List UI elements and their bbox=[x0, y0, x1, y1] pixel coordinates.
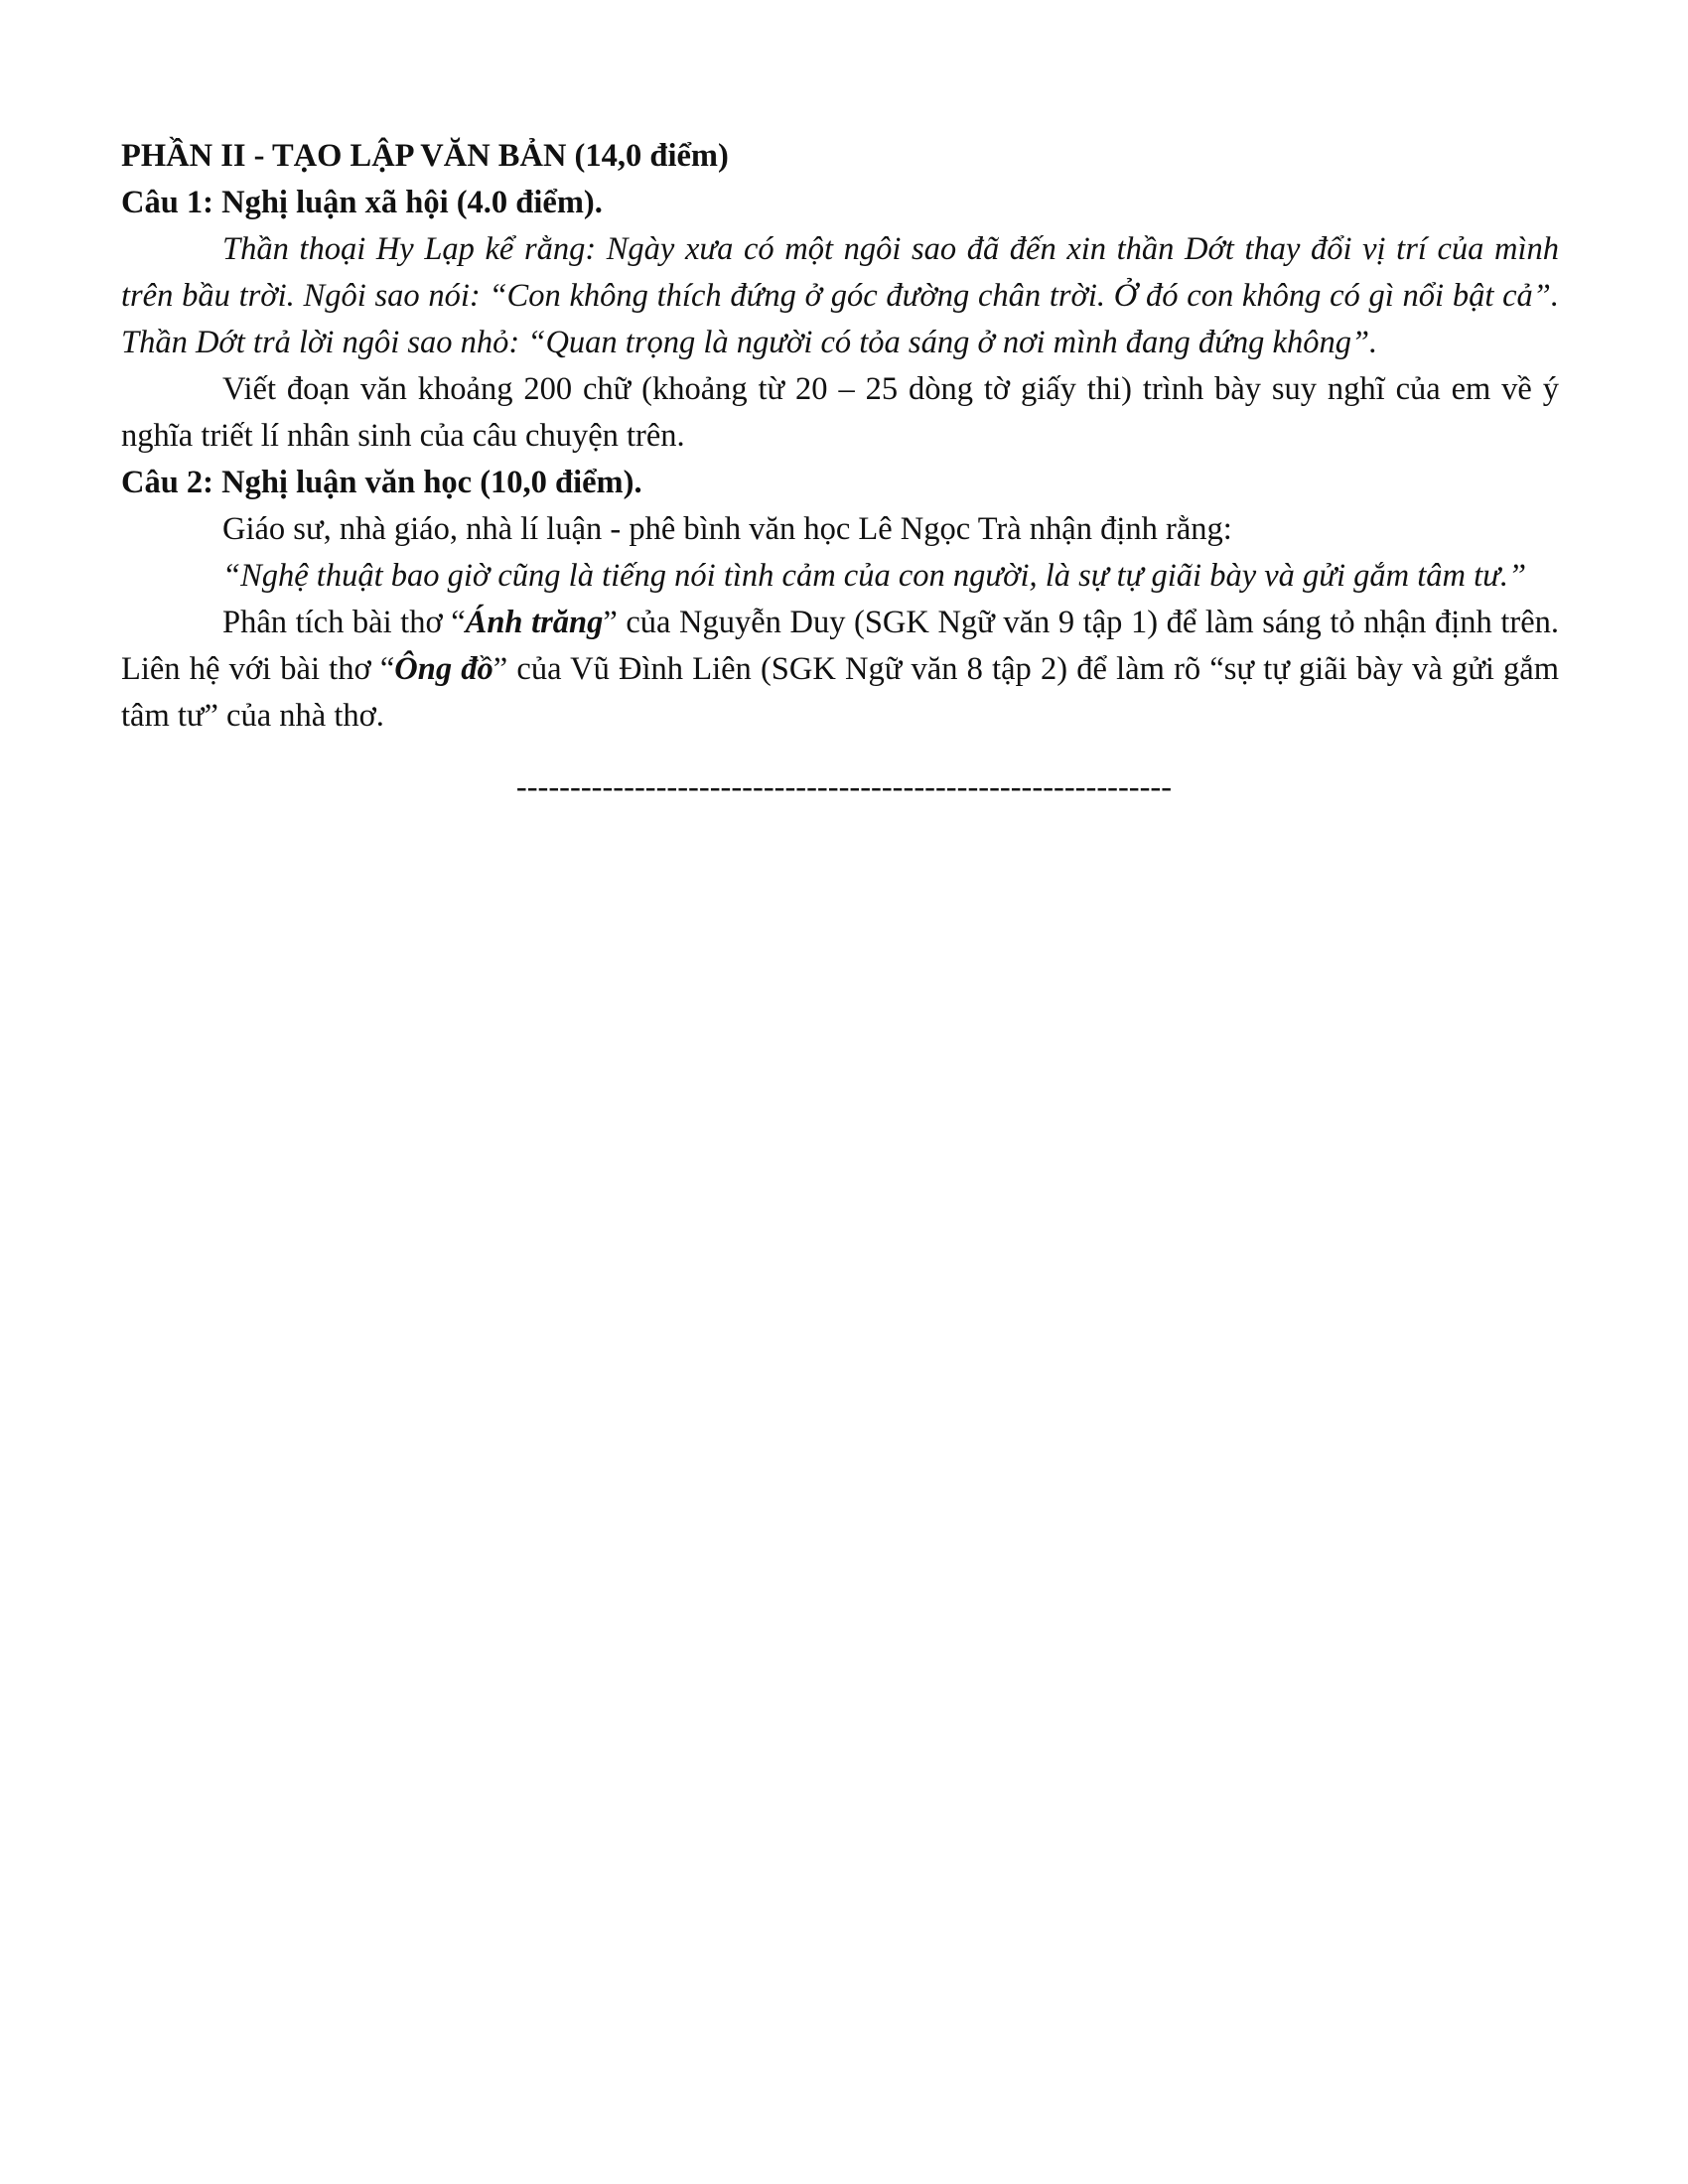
question2-heading: Câu 2: Nghị luận văn học (10,0 điểm). bbox=[121, 465, 642, 500]
question2-quote: “Nghệ thuật bao giờ cũng là tiếng nói tình cảm của con người, là sự tự giãi bày và gửi gắm tâm tư.” bbox=[222, 558, 1527, 594]
question2-task-part1: Phân tích bài thơ “ bbox=[222, 605, 466, 640]
poem-title-ong-do: Ông đồ bbox=[394, 651, 493, 687]
question1-heading: Câu 1: Nghị luận xã hội (4.0 điểm). bbox=[121, 185, 603, 220]
question1-story: Thần thoại Hy Lạp kể rằng: Ngày xưa có một ngôi sao đã đến xin thần Dớt thay đổi vị trí của mình trên bầu trời. Ngôi sao nói: “Con không thích đứng ở góc đường chân trời. Ở đó con không có gì nổi bật cả”. Thần Dớt trả lời ngôi sao nhỏ: “Quan trọng là người có tỏa sáng ở nơi mình đang đứng không”. bbox=[121, 231, 1559, 360]
question2-task-part3: ” của Vũ Đình Liên (SGK Ngữ văn 8 tập 2) để làm rõ “sự tự giãi bày và gửi gắm tâm tư” của nhà thơ. bbox=[121, 651, 1560, 734]
section-title: PHẦN II - TẠO LẬP VĂN BẢN (14,0 điểm) bbox=[121, 138, 729, 174]
question2-intro: Giáo sư, nhà giáo, nhà lí luận - phê bình văn học Lê Ngọc Trà nhận định rằng: bbox=[222, 511, 1232, 547]
question1-task: Viết đoạn văn khoảng 200 chữ (khoảng từ 20 – 25 dòng tờ giấy thi) trình bày suy nghĩ của em về ý nghĩa triết lí nhân sinh của câu chuyện trên. bbox=[121, 371, 1559, 454]
end-separator: ------------------------------------------------------------- bbox=[515, 769, 1173, 805]
exam-page bbox=[121, 133, 1559, 740]
question2-task bbox=[121, 600, 1559, 740]
poem-title-anh-trang: Ánh trăng bbox=[465, 605, 604, 640]
question2-task-part2: ” của Nguyễn Duy (SGK Ngữ văn 9 tập 1) để làm sáng tỏ nhận định trên. Liên hệ với bài thơ “ bbox=[121, 605, 1559, 687]
